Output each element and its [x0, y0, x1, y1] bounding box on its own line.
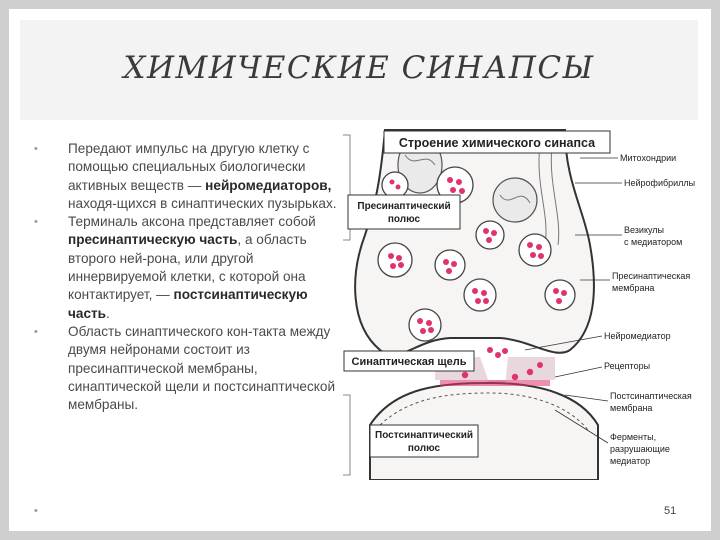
bullet-item [34, 213, 349, 323]
callout-mitochondria: Митохондрии [620, 153, 677, 163]
bullet-text [68, 214, 316, 320]
empty-bullet-icon: • [34, 505, 38, 517]
callout-presyn-membrane-2: мембрана [612, 283, 655, 293]
bullet-list [34, 140, 349, 414]
slide-title: ХИМИЧЕСКИЕ СИНАПСЫ [123, 50, 595, 86]
diagram-title: Строение химического синапса [398, 136, 596, 150]
text-run: Передают импульс на другую клетку с помощью специальных биологически активных веществ — [68, 141, 310, 193]
callout-enzymes-1: Ферменты, [610, 432, 657, 442]
postsynaptic-pole-label-1: Постсинаптический [375, 430, 473, 441]
bullet-dot-icon: • [34, 143, 38, 155]
text-run: Терминаль аксона представляет собой [68, 214, 316, 230]
synaptic-cleft-label: Синаптическая щель [351, 356, 467, 368]
bullet-text [68, 141, 337, 211]
bold-term: пресинаптическую часть [68, 232, 238, 248]
callout-vesicles-1: Везикулы [624, 225, 665, 235]
bullet-item [34, 140, 349, 213]
bullet-text [68, 324, 335, 412]
bold-term: нейромедиаторов, [205, 177, 332, 193]
callout-neurofibrils: Нейрофибриллы [624, 178, 696, 188]
bullet-item [34, 323, 349, 414]
presynaptic-pole-label-2: полюс [387, 214, 421, 225]
callout-receptors: Рецепторы [604, 361, 651, 371]
bullet-dot-icon: • [34, 216, 38, 229]
callout-vesicles-2: с медиатором [624, 237, 683, 247]
callout-postsyn-membrane-1: Постсинаптическая [610, 391, 692, 401]
text-run: , а область второго ней-рона, или другой иннервируемой клетки, с которой она контактирует, — [68, 232, 307, 303]
synapse-diagram [340, 125, 710, 480]
bullet-dot-icon: • [34, 325, 38, 338]
bold-term: постсинаптическую часть [68, 287, 308, 321]
page-number: 51 [664, 505, 677, 517]
callout-neuromediator: Нейромедиатор [604, 331, 671, 341]
callout-postsyn-membrane-2: мембрана [610, 403, 653, 413]
callout-presyn-membrane-1: Пресинаптическая [612, 271, 691, 281]
callout-enzymes-3: медиатор [610, 456, 651, 466]
callout-enzymes-2: разрушающие [610, 444, 670, 454]
text-run: . [106, 305, 110, 321]
postsynaptic-pole-label-2: полюс [407, 443, 441, 454]
title-band [20, 20, 698, 120]
text-run: находя-щихся в синаптических пузырьках. [68, 195, 337, 211]
text-run: Область синаптического кон-такта между двумя нейронами состоит из пресинаптической мембраны, синаптической щели и постсинаптической мембраны. [68, 323, 336, 413]
presynaptic-pole-label-1: Пресинаптический [357, 201, 451, 212]
